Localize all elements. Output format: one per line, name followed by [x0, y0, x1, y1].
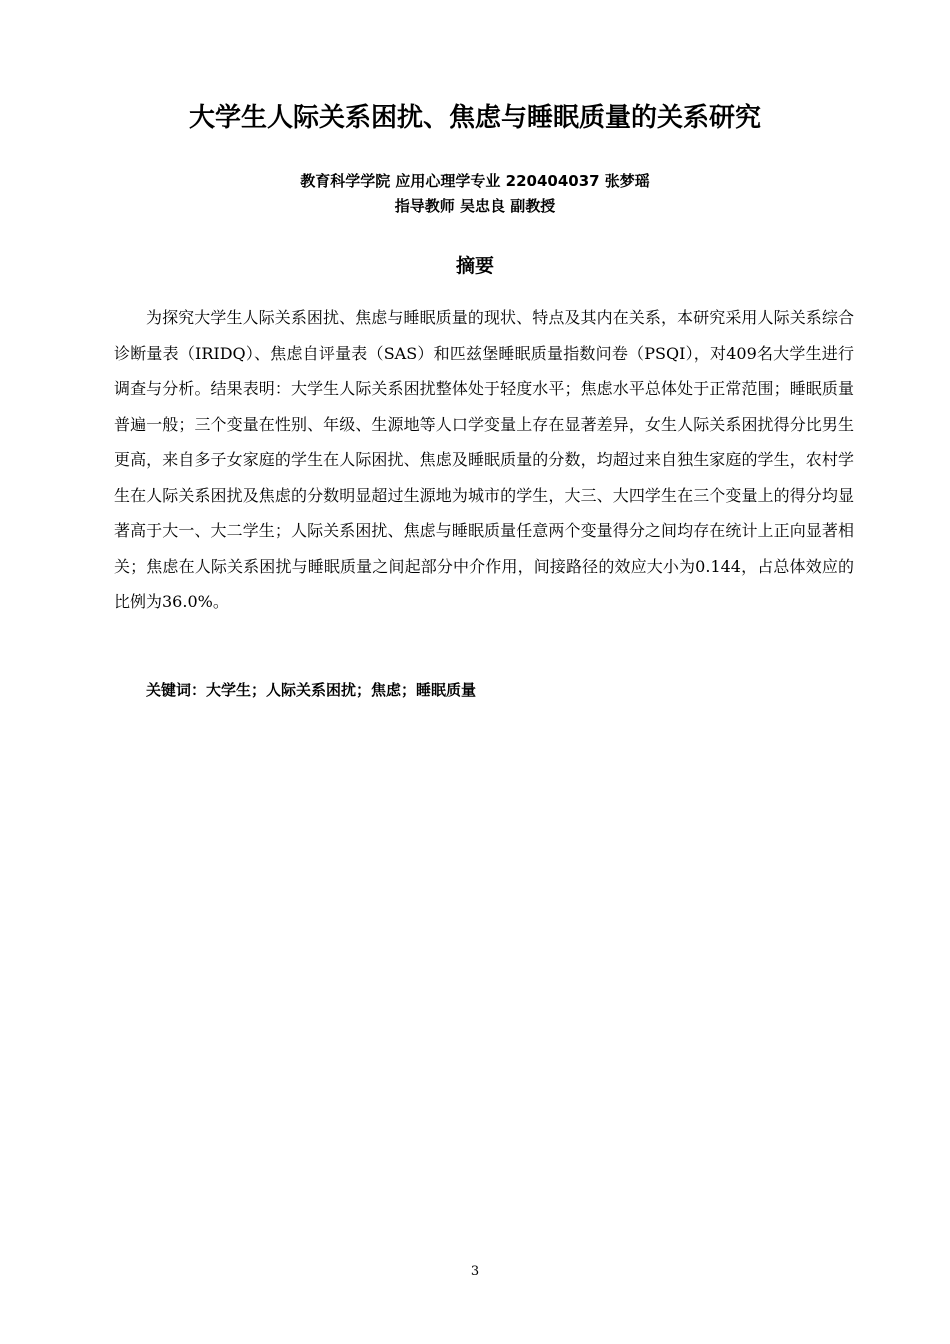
keywords-line: 关键词：大学生；人际关系困扰；焦虑；睡眠质量 — [146, 681, 477, 699]
author-info: 教育科学学院 应用心理学专业 220404037 张梦瑶 — [300, 172, 650, 190]
abstract-heading: 摘要 — [455, 255, 494, 277]
advisor-info: 指导教师 吴忠良 副教授 — [394, 197, 556, 215]
paper-title: 大学生人际关系困扰、焦虑与睡眠质量的关系研究 — [188, 103, 761, 133]
abstract-body: 为探究大学生人际关系困扰、焦虑与睡眠质量的现状、特点及其内在关系，本研究采用人际关系综合诊断量表（IRIDQ）、焦虑自评量表（SAS）和匹兹堡睡眠质量指数问卷（PSQI），对409名大学生进行调查与分析。结果表明：大学生人际关系困扰整体处于轻度水平；焦虑水平总体处于正常范围；睡眠质量普遍一般；三个变量在性别、年级、生源地等人口学变量上存在显著差异，女生人际关系困扰得分比男生更高，来自多子女家庭的学生在人际困扰、焦虑及睡眠质量的分数，均超过来自独生家庭的学生，农村学生在人际关系困扰及焦虑的分数明显超过生源地为城市的学生，大三、大四学生在三个变量上的得分均显著高于大一、大二学生；人际关系困扰、焦虑与睡眠质量任意两个变量得分之间均存在统计上正向显著相关；焦虑在人际关系困扰与睡眠质量之间起部分中介作用，间接路径的效应大小为0.144，占总体效应的比例为36.0%。 — [114, 308, 854, 611]
page-number: 3 — [470, 1264, 480, 1279]
